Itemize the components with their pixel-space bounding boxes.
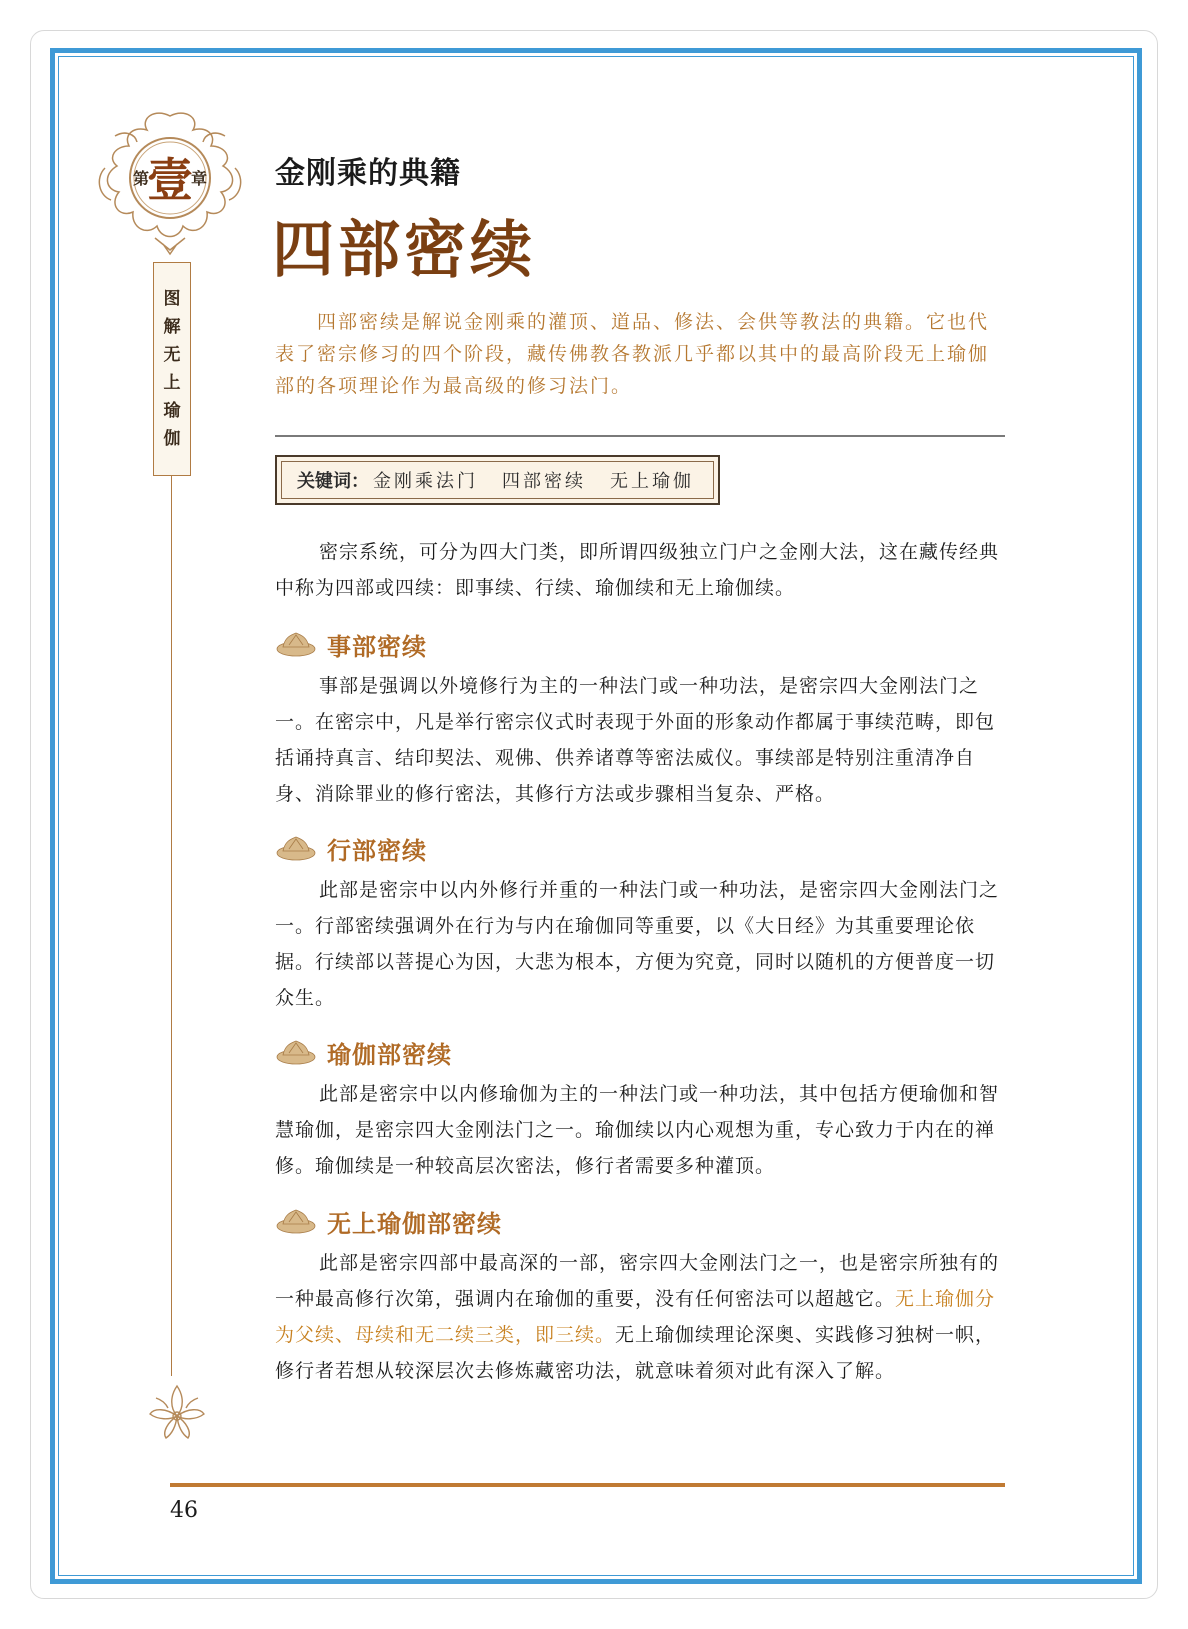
keyword-item: 无上瑜伽 — [610, 471, 694, 492]
keyword-item: 四部密续 — [502, 471, 586, 492]
highlighted-text: 无上瑜伽分为父续、母续和无二续三类，即三续。 — [275, 1288, 996, 1346]
keyword-item: 金刚乘法门 — [373, 471, 478, 492]
keywords-label: 关键词： — [297, 471, 369, 492]
page-title: 四部密续 — [272, 213, 537, 286]
lead-paragraph: 密宗系统，可分为四大门类，即所谓四级独立门户之金刚大法，这在藏传经典中称为四部或四续：即事续、行续、瑜伽续和无上瑜伽续。 — [275, 541, 1000, 599]
section-text: 此部是密宗中以内修瑜伽为主的一种法门或一种功法，其中包括方便瑜伽和智慧瑜伽，是密宗四大金刚法门之一。瑜伽续以内心观想为重，专心致力于内在的禅修。瑜伽续是一种较高层次密法，修行者需要多种灌顶。 — [275, 1083, 1000, 1177]
keywords-box — [275, 455, 720, 505]
section-title: 无上瑜伽部密续 — [327, 1209, 502, 1238]
lotus-bullet-icon — [275, 629, 317, 659]
section-subtitle: 金刚乘的典籍 — [275, 156, 461, 191]
book-title-vertical-tag — [153, 262, 191, 476]
section-title: 事部密续 — [327, 632, 427, 661]
section-text: 此部是密宗中以内外修行并重的一种法门或一种功法，是密宗四大金刚法门之一。行部密续强调外在行为与内在瑜伽同等重要，以《大日经》为其重要理论依据。行续部以菩提心为因，大悲为根本，方便为究竟，同时以随机的方便普度一切众生。 — [275, 879, 1000, 1009]
lotus-bullet-icon — [275, 1037, 317, 1067]
page-number: 46 — [170, 1498, 198, 1523]
margin-vertical-line — [171, 476, 172, 1376]
section-title: 瑜伽部密续 — [327, 1040, 452, 1069]
lotus-bullet-icon — [275, 1206, 317, 1236]
book-title-char: 无 — [163, 345, 181, 365]
book-title-char: 上 — [163, 373, 181, 393]
section-heading — [275, 624, 427, 664]
section-heading — [275, 1201, 502, 1241]
chapter-number: 壹 — [147, 153, 193, 207]
chapter-prefix: 第 — [132, 169, 150, 188]
lotus-bullet-icon — [275, 833, 317, 863]
book-title-char: 解 — [163, 317, 181, 337]
intro-paragraph: 四部密续是解说金刚乘的灌顶、道品、修法、会供等教法的典籍。它也代表了密宗修习的四个阶段，藏传佛教各教派几乎都以其中的最高阶段无上瑜伽部的各项理论作为最高级的修习法门。 — [275, 311, 990, 397]
section-text: 事部是强调以外境修行为主的一种法门或一种功法，是密宗四大金刚法门之一。在密宗中，凡是举行密宗仪式时表现于外面的形象动作都属于事续范畴，即包括诵持真言、结印契法、观佛、供养诸尊等密法威仪。事续部是特别注重清净自身、消除罪业的修行密法，其修行方法或步骤相当复杂、严格。 — [275, 675, 996, 805]
chapter-suffix: 章 — [190, 169, 208, 188]
section-text-part: 此部是密宗四部中最高深的一部，密宗四大金刚法门之一，也是密宗所独有的一种最高修行次第，强调内在瑜伽的重要，没有任何密法可以超越它。 — [275, 1252, 1000, 1310]
section-text-part: 无上瑜伽续理论深奥、实践修习独树一帜，修行者若想从较深层次去修炼藏密功法，就意味着须对此有深入了解。 — [275, 1324, 996, 1382]
book-title-char: 伽 — [163, 429, 181, 449]
lotus-ornament-icon — [142, 1378, 212, 1444]
book-title-char: 图 — [163, 289, 181, 309]
section-heading — [275, 1032, 452, 1072]
chapter-emblem-icon — [95, 108, 245, 256]
divider — [275, 435, 1005, 437]
book-title-char: 瑜 — [163, 401, 181, 421]
section-text — [275, 1245, 1005, 1389]
footer-rule — [170, 1483, 1005, 1487]
section-title: 行部密续 — [327, 836, 427, 865]
section-heading — [275, 828, 427, 868]
